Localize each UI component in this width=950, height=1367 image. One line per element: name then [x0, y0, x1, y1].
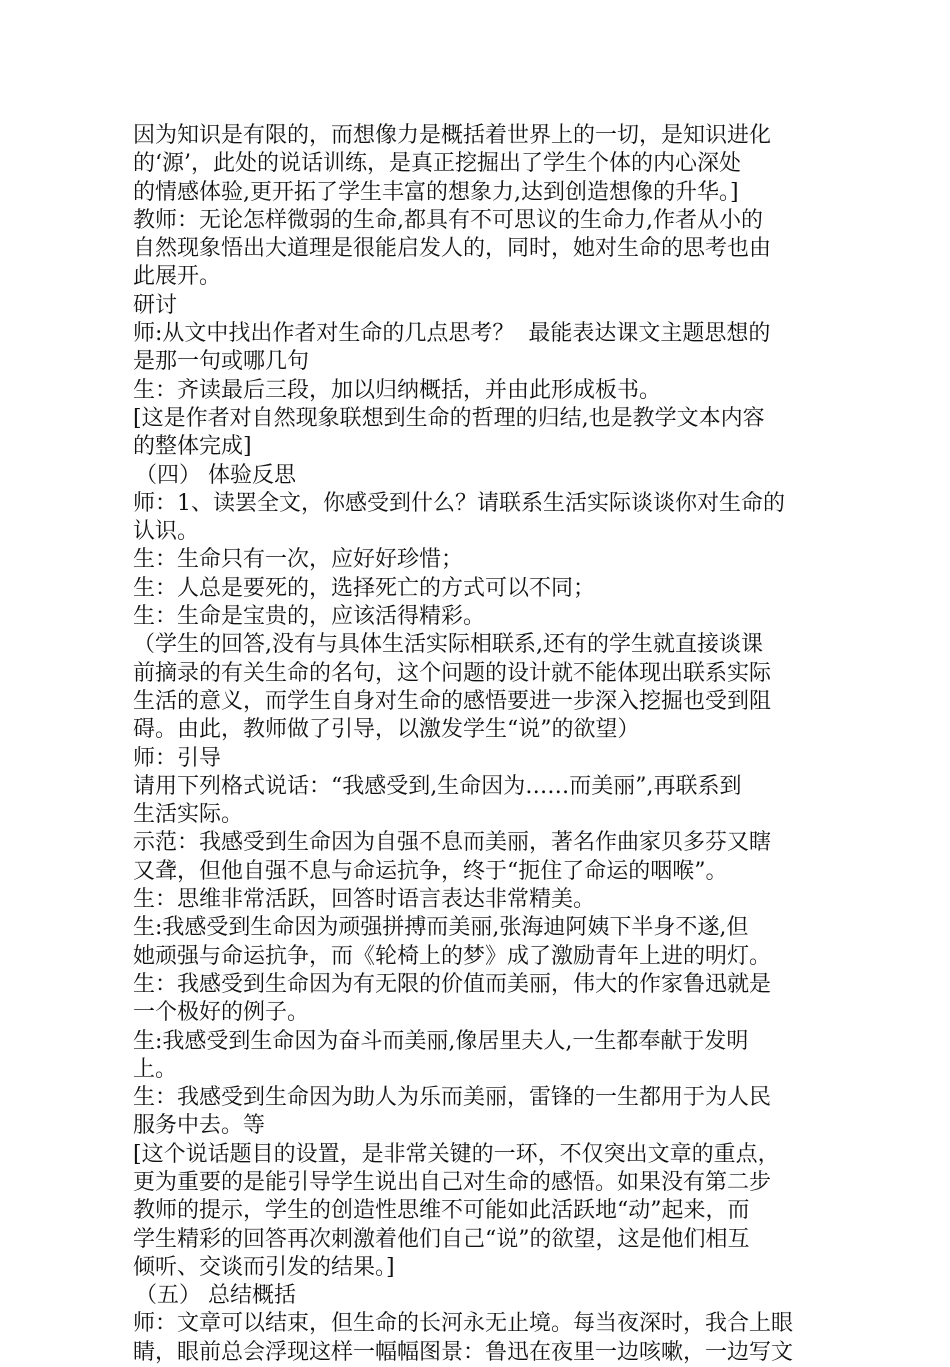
text-line: 教师：无论怎样微弱的生命,都具有不可思议的生命力,作者从小的 — [133, 207, 763, 233]
text-line: 认识。 — [133, 519, 200, 545]
section-heading: 研讨 — [133, 292, 178, 318]
text-line: [这是作者对自然现象联想到生命的哲理的归结,也是教学文本内容 — [133, 405, 765, 431]
text-line: 生:我感受到生命因为顽强拼搏而美丽,张海迪阿姨下半身不遂,但 — [133, 915, 749, 941]
text-line: 服务中去。等 — [133, 1113, 266, 1139]
text-line: 生：思维非常活跃，回答时语言表达非常精美。 — [133, 887, 596, 913]
text-line: 她顽强与命运抗争，而《轮椅上的梦》成了激励青年上进的明灯。 — [133, 943, 772, 969]
text-line: 前摘录的有关生命的名句，这个问题的设计就不能体现出联系实际 — [133, 660, 772, 686]
text-line: 学生精彩的回答再次刺激着他们自己“说”的欲望，这是他们相互 — [133, 1226, 750, 1252]
section-heading: （四） 体验反思 — [135, 462, 296, 488]
text-line: （学生的回答,没有与具体生活实际相联系,还有的学生就直接谈课 — [133, 632, 763, 658]
text-line: 上。 — [133, 1056, 178, 1082]
text-line: 生：生命是宝贵的，应该活得精彩。 — [133, 604, 486, 630]
text-line: 生活实际。 — [133, 802, 244, 828]
text-line: 生：人总是要死的，选择死亡的方式可以不同； — [133, 575, 596, 601]
text-line: 自然现象悟出大道理是很能启发人的，同时，她对生命的思考也由 — [133, 236, 772, 262]
text-line: 示范：我感受到生命因为自强不息而美丽，著名作曲家贝多芬又瞎 — [133, 830, 772, 856]
text-line: 因为知识是有限的，而想像力是概括着世界上的一切，是知识进化 — [133, 123, 772, 148]
text-line: 师：1、读罢全文，你感受到什么？请联系生活实际谈谈你对生命的 — [133, 490, 785, 516]
text-line: 倾听、交谈而引发的结果。] — [133, 1254, 395, 1280]
text-line: 生:我感受到生命因为奋斗而美丽,像居里夫人,一生都奉献于发明 — [133, 1028, 749, 1054]
text-line: 生：生命只有一次，应好好珍惜； — [133, 547, 464, 573]
text-line: 此展开。 — [133, 264, 222, 290]
text-line: 的整体完成] — [133, 434, 252, 460]
text-line: 师：文章可以结束，但生命的长河永无止境。每当夜深时，我合上眼 — [133, 1311, 794, 1337]
text-line: 教师的提示，学生的创造性思维不可能如此活跃地“动”起来，而 — [133, 1198, 750, 1224]
text-line: [这个说话题目的设置，是非常关键的一环，不仅突出文章的重点， — [133, 1141, 780, 1167]
text-line: 是那一句或哪几句 — [133, 349, 310, 375]
section-heading: （五） 总结概括 — [135, 1283, 296, 1309]
document-page — [133, 122, 825, 1367]
text-line: 师：引导 — [133, 745, 222, 771]
text-line: 生：我感受到生命因为助人为乐而美丽，雷锋的一生都用于为人民 — [133, 1085, 772, 1111]
text-line: 生：我感受到生命因为有无限的价值而美丽，伟大的作家鲁迅就是 — [133, 971, 772, 997]
text-line: 的‘源’，此处的说话训练，是真正挖掘出了学生个体的内心深处 — [133, 151, 741, 177]
text-line: 睛，眼前总会浮现这样一幅幅图景：鲁迅在夜里一边咳嗽，一边写文 — [133, 1339, 794, 1365]
text-line: 更为重要的是能引导学生说出自己对生命的感悟。如果没有第二步 — [133, 1169, 772, 1195]
text-line: 的情感体验,更开拓了学生丰富的想象力,达到创造想像的升华。] — [133, 179, 739, 205]
text-line: 生活的意义，而学生自身对生命的感悟要进一步深入挖掘也受到阻 — [133, 688, 772, 714]
text-line: 一个极好的例子。 — [133, 1000, 310, 1026]
text-line: 师:从文中找出作者对生命的几点思考？ 最能表达课文主题思想的 — [133, 321, 771, 347]
text-line: 碍。由此，教师做了引导，以激发学生“说”的欲望） — [133, 717, 640, 743]
text-line: 请用下列格式说话：“我感受到,生命因为……而美丽”,再联系到 — [133, 773, 742, 799]
text-line: 生：齐读最后三段，加以归纳概括，并由此形成板书。 — [133, 377, 662, 403]
text-line: 又聋，但他自强不息与命运抗争，终于“扼住了命运的咽喉”。 — [133, 858, 728, 884]
